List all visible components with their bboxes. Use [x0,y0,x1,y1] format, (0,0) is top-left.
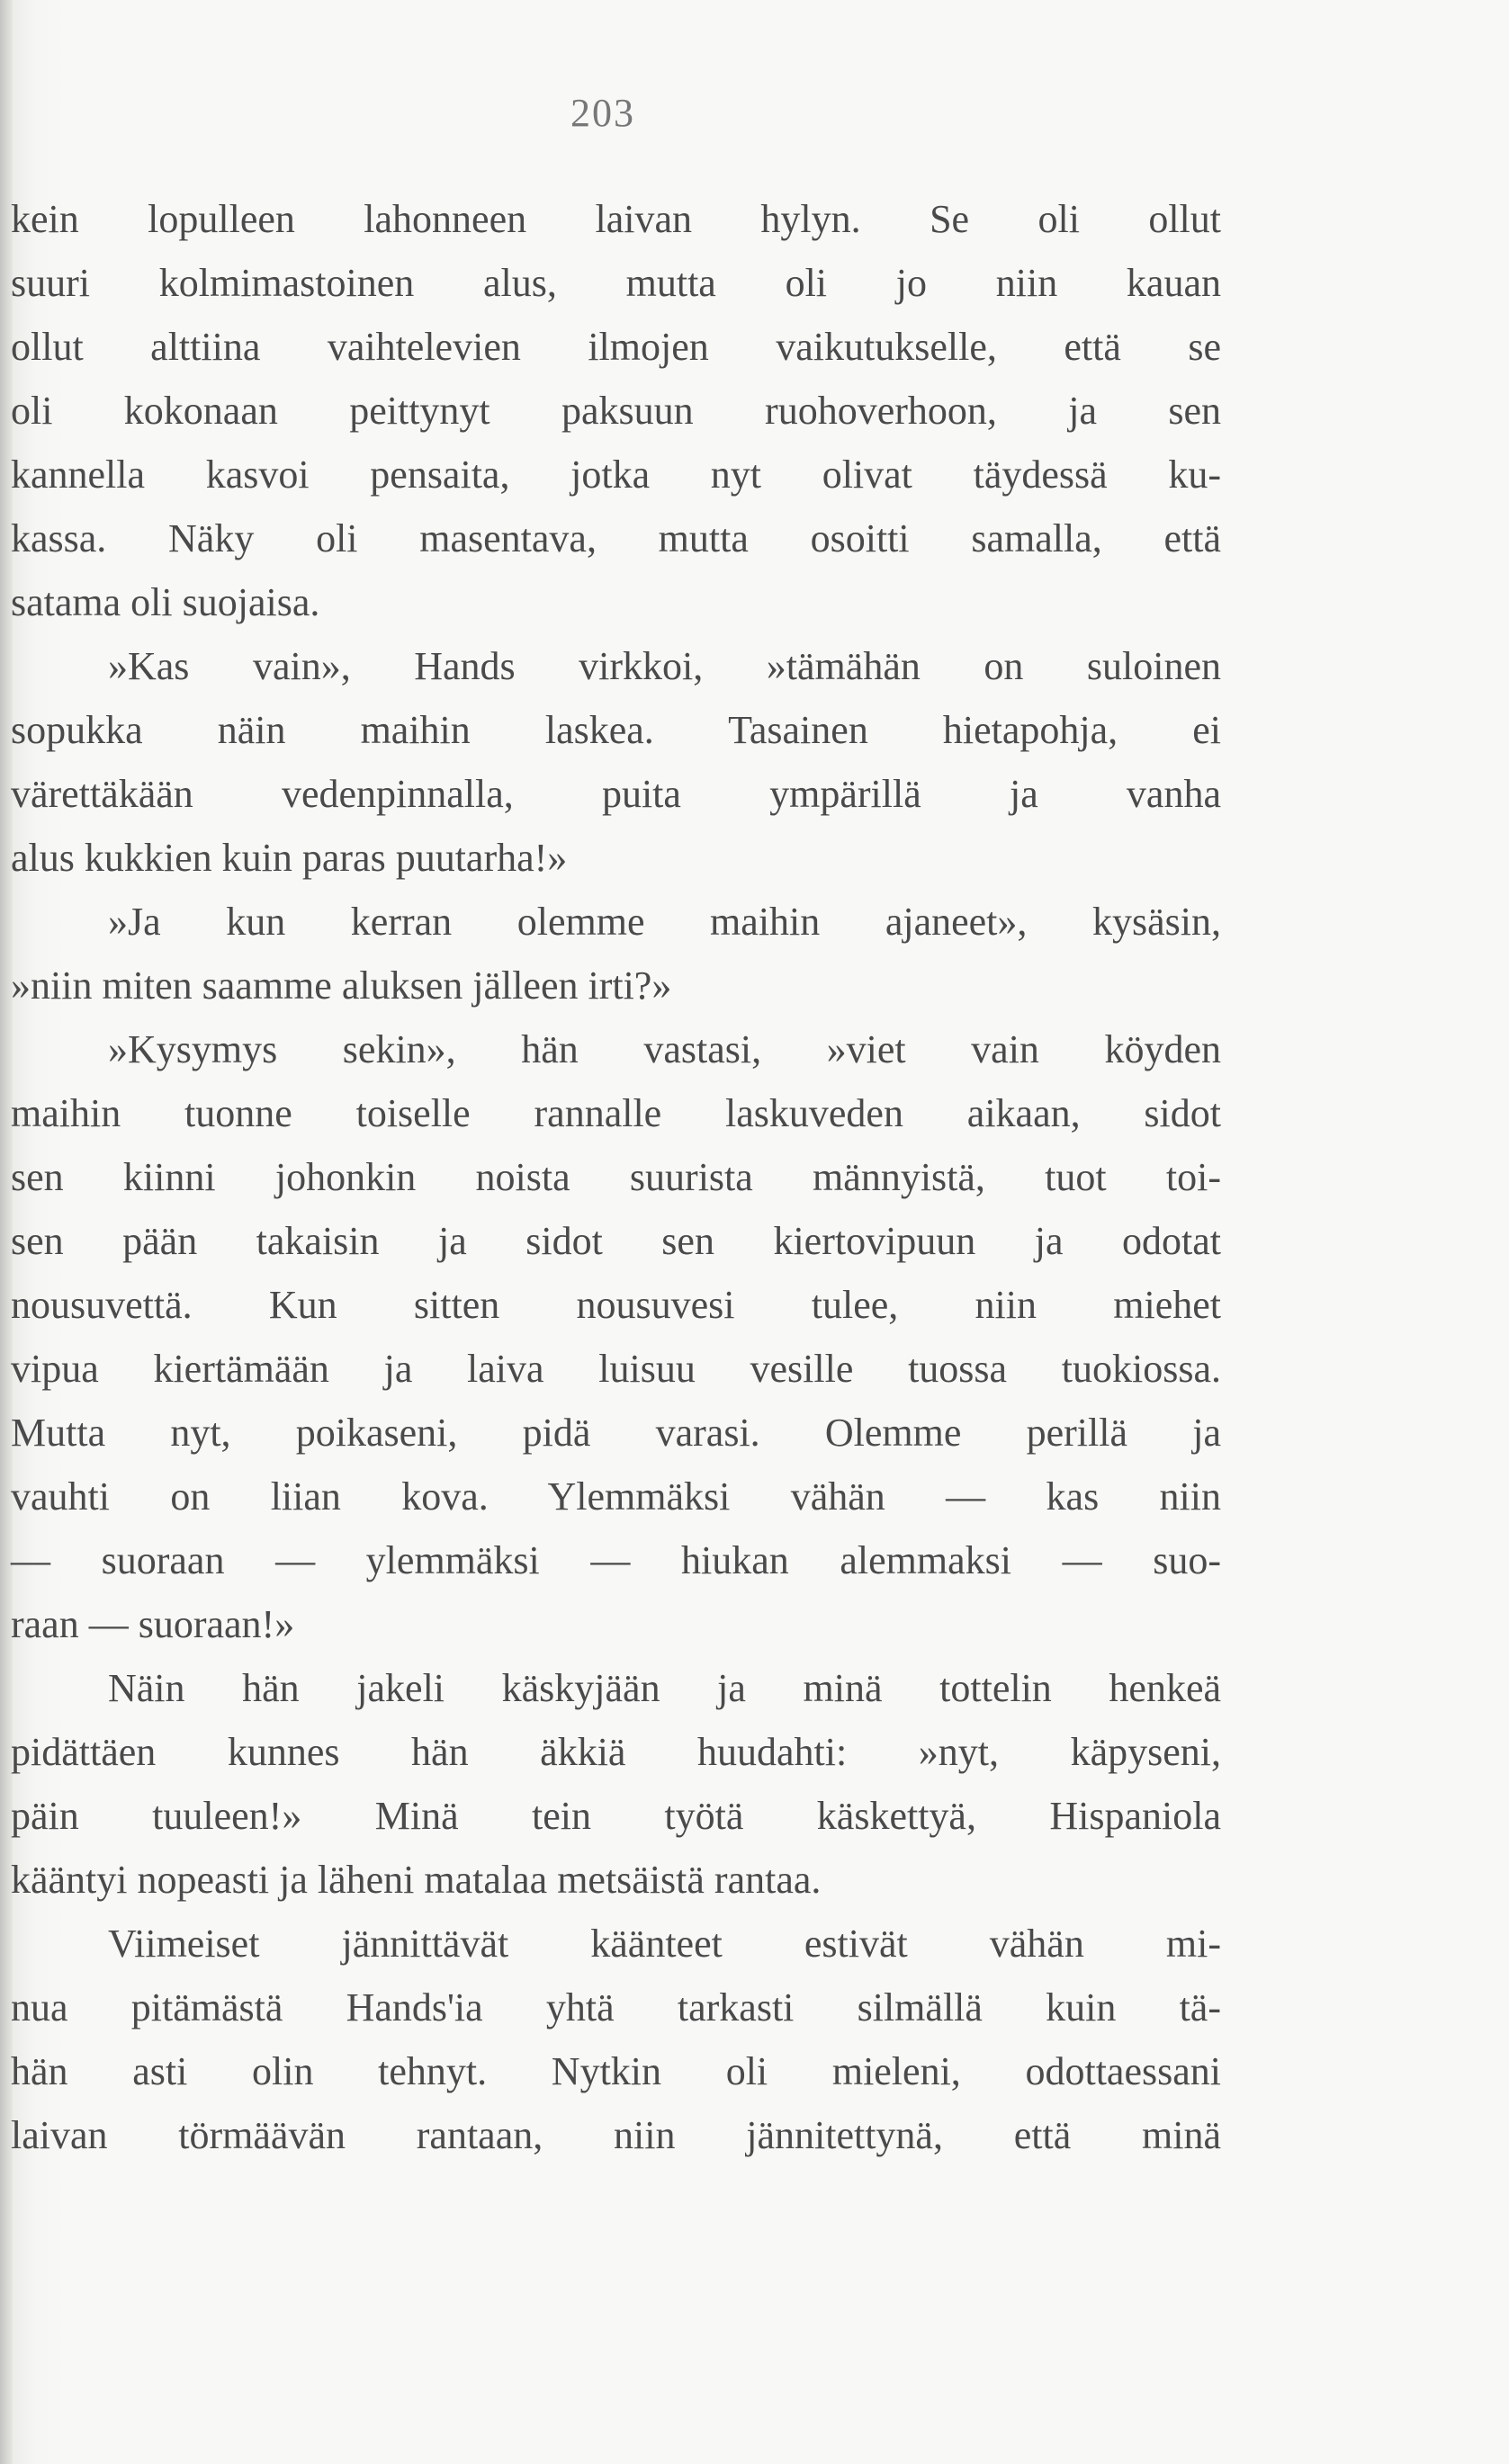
text-line: kannella kasvoi pensaita, jotka nyt olivat täydessä ku- [11,452,1221,497]
text-line: suuri kolmimastoinen alus, mutta oli jo niin kauan [11,261,1221,305]
text-line: nua pitämästä Hands'ia yhtä tarkasti silmällä kuin tä- [11,1985,1221,2029]
text-line: maihin tuonne toiselle rannalle laskuveden aikaan, sidot [11,1091,1221,1135]
text-line: »niin miten saamme aluksen jälleen irti?» [11,963,672,1008]
text-line: pidättäen kunnes hän äkkiä huudahti: »nyt, käpyseni, [11,1730,1221,1774]
text-line: sen kiinni johonkin noista suurista männyistä, tuot toi- [11,1155,1221,1199]
text-line: kassa. Näky oli masentava, mutta osoitti samalla, että [11,516,1221,560]
text-line: raan — suoraan!» [11,1602,295,1646]
text-line: Viimeiset jännittävät käänteet estivät vähän mi- [108,1922,1221,1966]
text-line: Mutta nyt, poikaseni, pidä varasi. Olemme perillä ja [11,1411,1221,1455]
text-line: kääntyi nopeasti ja läheni matalaa metsäistä rantaa. [11,1858,822,1902]
text-line: nousuvettä. Kun sitten nousuvesi tulee, niin miehet [11,1283,1221,1327]
text-line: vauhti on liian kova. Ylemmäksi vähän — kas niin [11,1474,1221,1519]
text-line: »Kysymys sekin», hän vastasi, »viet vain köyden [108,1027,1221,1071]
text-line: — suoraan — ylemmäksi — hiukan alemmaksi — suo- [11,1538,1221,1582]
text-line: kein lopulleen lahonneen laivan hylyn. Se oli ollut [11,197,1221,241]
text-line: satama oli suojaisa. [11,580,320,624]
body-text [11,187,1221,2167]
text-line: vipua kiertämään ja laiva luisuu vesille tuossa tuokiossa. [11,1347,1221,1391]
text-line: värettäkään vedenpinnalla, puita ympärillä ja vanha [11,772,1221,816]
text-line: ollut alttiina vaihtelevien ilmojen vaikutukselle, että se [11,325,1221,369]
text-line: »Kas vain», Hands virkkoi, »tämähän on suloinen [108,644,1221,688]
text-line: oli kokonaan peittynyt paksuun ruohoverhoon, ja sen [11,389,1221,433]
text-line: päin tuuleen!» Minä tein työtä käskettyä, Hispaniola [11,1794,1221,1838]
text-line: laivan törmäävän rantaan, niin jännitettynä, että minä [11,2113,1221,2157]
page-number: 203 [570,91,635,135]
text-line: »Ja kun kerran olemme maihin ajaneet», kysäsin, [108,900,1221,944]
text-line: sopukka näin maihin laskea. Tasainen hietapohja, ei [11,708,1221,752]
text-line: Näin hän jakeli käskyjään ja minä tottelin henkeä [108,1666,1221,1710]
text-line: sen pään takaisin ja sidot sen kiertovipuun ja odotat [11,1219,1221,1263]
text-line: alus kukkien kuin paras puutarha!» [11,836,568,880]
text-line: hän asti olin tehnyt. Nytkin oli mieleni, odottaessani [11,2049,1221,2093]
